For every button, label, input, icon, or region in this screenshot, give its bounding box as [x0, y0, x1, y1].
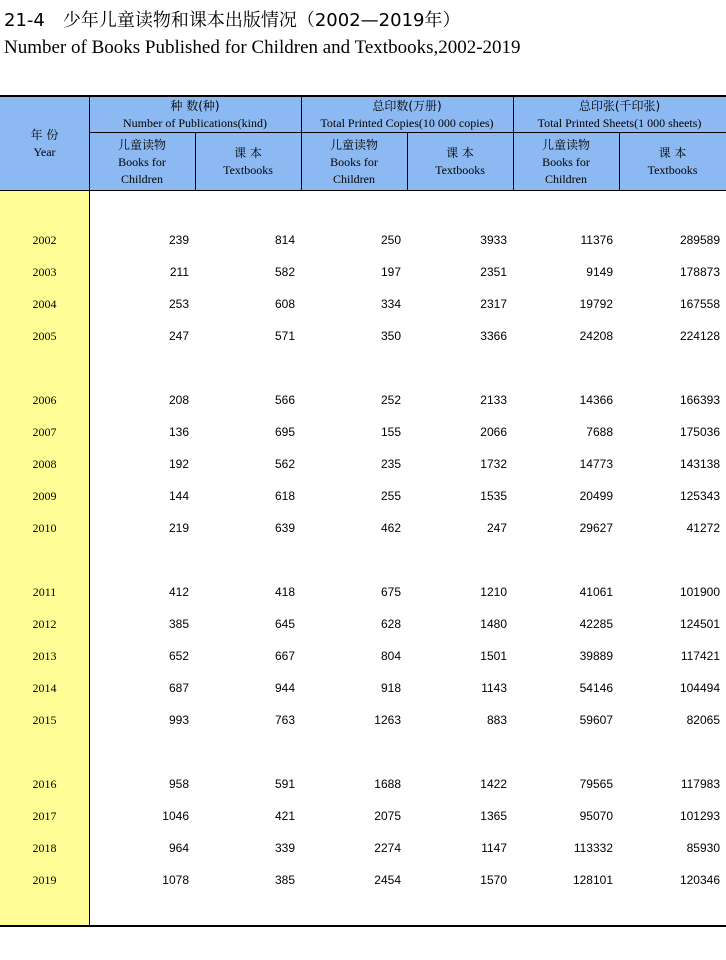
cell-sheets-textbooks: 125343 [679, 489, 720, 503]
cell-year: 2019 [32, 873, 57, 887]
cell-copies-children: 804 [380, 649, 401, 663]
table-row [0, 710, 726, 730]
cell-pub-textbooks: 562 [274, 457, 295, 471]
cell-sheets-children: 19792 [579, 297, 613, 311]
table-row [0, 774, 726, 794]
cell-copies-children: 918 [380, 681, 401, 695]
cell-year: 2003 [32, 265, 57, 279]
cell-year: 2014 [32, 681, 57, 695]
cell-pub-textbooks: 763 [274, 713, 295, 727]
cell-sheets-children: 113332 [573, 841, 613, 855]
table-row [0, 294, 726, 314]
cell-year: 2004 [32, 297, 57, 311]
group-header-printed-sheets: 总印张(千印张) Total Printed Sheets(1 000 sheets) [537, 99, 702, 130]
cell-pub-textbooks: 591 [274, 777, 295, 791]
cell-copies-children: 252 [380, 393, 401, 407]
header-bottom-rule [0, 190, 726, 191]
table-row [0, 838, 726, 858]
cell-year: 2017 [32, 809, 57, 823]
cell-year: 2006 [32, 393, 57, 407]
cell-copies-textbooks: 1143 [481, 681, 507, 695]
cell-pub-textbooks: 814 [274, 233, 295, 247]
cell-year: 2018 [32, 841, 57, 855]
cell-copies-children: 2454 [374, 873, 401, 887]
table-row [0, 646, 726, 666]
cell-sheets-textbooks: 117983 [680, 777, 720, 791]
cell-year: 2007 [32, 425, 57, 439]
cell-copies-children: 334 [380, 297, 401, 311]
cell-sheets-textbooks: 224128 [679, 329, 720, 343]
cell-pub-children: 192 [168, 457, 189, 471]
cell-copies-textbooks: 1365 [480, 809, 507, 823]
cell-sheets-textbooks: 117421 [680, 649, 720, 663]
cell-sheets-children: 9149 [586, 265, 613, 279]
cell-pub-children: 208 [168, 393, 189, 407]
table-title-en: Number of Books Published for Children and Textbooks,2002-2019 [4, 37, 521, 58]
cell-copies-textbooks: 1210 [480, 585, 507, 599]
cell-pub-children: 958 [168, 777, 189, 791]
cell-sheets-textbooks: 124501 [679, 617, 720, 631]
table-row [0, 582, 726, 602]
subheader-books-for-children: 儿童读物 Books for Children [117, 138, 166, 186]
cell-copies-textbooks: 1422 [480, 777, 507, 791]
group-header-printed-copies: 总印数(万册) Total Printed Copies(10 000 copies) [320, 99, 494, 130]
cell-copies-children: 628 [380, 617, 401, 631]
cell-copies-children: 2075 [374, 809, 401, 823]
cell-copies-textbooks: 1570 [480, 873, 507, 887]
cell-copies-children: 462 [380, 521, 401, 535]
cell-pub-textbooks: 571 [274, 329, 295, 343]
subheader-textbooks: 课 本 Textbooks [223, 146, 273, 177]
cell-sheets-textbooks: 289589 [679, 233, 720, 247]
subheader-books-for-children: 儿童读物 Books for Children [329, 138, 378, 186]
table-row [0, 518, 726, 538]
cell-sheets-textbooks: 82065 [686, 713, 720, 727]
cell-sheets-children: 39889 [579, 649, 613, 663]
subheader-textbooks: 课 本 Textbooks [647, 146, 698, 177]
cell-copies-textbooks: 1501 [480, 649, 507, 663]
cell-year: 2005 [32, 329, 57, 343]
cell-sheets-children: 128101 [572, 873, 613, 887]
cell-pub-textbooks: 582 [274, 265, 295, 279]
cell-copies-textbooks: 1535 [480, 489, 507, 503]
cell-sheets-textbooks: 143138 [679, 457, 720, 471]
year-header-en: Year [33, 145, 56, 159]
cell-year: 2002 [32, 233, 57, 247]
cell-copies-children: 255 [380, 489, 401, 503]
cell-sheets-children: 7688 [586, 425, 613, 439]
cell-copies-textbooks: 3933 [480, 233, 507, 247]
cell-sheets-textbooks: 101293 [679, 809, 720, 823]
cell-pub-children: 652 [168, 649, 189, 663]
cell-copies-textbooks: 2066 [480, 425, 507, 439]
cell-pub-children: 239 [168, 233, 189, 247]
cell-copies-textbooks: 883 [486, 713, 507, 727]
table-row [0, 390, 726, 410]
cell-sheets-textbooks: 175036 [679, 425, 720, 439]
cell-year: 2012 [32, 617, 57, 631]
cell-pub-textbooks: 418 [274, 585, 295, 599]
cell-sheets-children: 79565 [579, 777, 613, 791]
cell-pub-children: 144 [168, 489, 189, 503]
cell-pub-children: 1078 [162, 873, 189, 887]
cell-copies-children: 250 [380, 233, 401, 247]
table-row [0, 230, 726, 250]
cell-pub-children: 993 [168, 713, 189, 727]
cell-sheets-children: 14366 [579, 393, 613, 407]
cell-year: 2009 [32, 489, 57, 503]
cell-copies-textbooks: 2317 [480, 297, 507, 311]
year-header-cn: 年 份 [30, 128, 59, 142]
cell-copies-children: 350 [380, 329, 401, 343]
cell-pub-children: 136 [168, 425, 189, 439]
cell-copies-children: 155 [380, 425, 401, 439]
cell-pub-children: 964 [168, 841, 189, 855]
cell-sheets-children: 42285 [579, 617, 613, 631]
cell-pub-children: 211 [169, 265, 189, 279]
subheader-textbooks: 课 本 Textbooks [435, 146, 485, 177]
subheader-books-for-children: 儿童读物 Books for Children [541, 138, 590, 186]
table-row [0, 486, 726, 506]
cell-copies-textbooks: 3366 [480, 329, 507, 343]
year-column-rule [89, 97, 90, 925]
cell-sheets-children: 24208 [579, 329, 613, 343]
cell-copies-textbooks: 247 [486, 521, 507, 535]
cell-copies-textbooks: 2351 [480, 265, 507, 279]
cell-copies-children: 675 [380, 585, 401, 599]
cell-year: 2011 [32, 585, 57, 599]
cell-pub-children: 219 [168, 521, 189, 535]
cell-sheets-children: 29627 [579, 521, 613, 535]
cell-year: 2010 [32, 521, 57, 535]
table-row [0, 806, 726, 826]
cell-pub-children: 687 [168, 681, 189, 695]
table-row [0, 678, 726, 698]
cell-sheets-textbooks: 167558 [679, 297, 720, 311]
table-top-rule [0, 95, 726, 97]
group-header-publications: 种 数(种) Number of Publications(kind) [123, 99, 267, 130]
cell-pub-textbooks: 339 [274, 841, 295, 855]
cell-copies-children: 2274 [374, 841, 401, 855]
table-row [0, 870, 726, 890]
cell-copies-textbooks: 2133 [480, 393, 507, 407]
cell-sheets-textbooks: 41272 [686, 521, 720, 535]
cell-copies-children: 1263 [374, 713, 401, 727]
cell-sheets-textbooks: 166393 [679, 393, 720, 407]
cell-pub-children: 247 [168, 329, 189, 343]
cell-pub-children: 412 [168, 585, 189, 599]
table-row [0, 422, 726, 442]
cell-copies-textbooks: 1480 [480, 617, 507, 631]
cell-pub-children: 1046 [162, 809, 189, 823]
cell-copies-textbooks: 1147 [481, 841, 507, 855]
cell-sheets-children: 11376 [580, 233, 613, 247]
cell-sheets-textbooks: 178873 [679, 265, 720, 279]
cell-sheets-textbooks: 120346 [679, 873, 720, 887]
cell-copies-children: 235 [380, 457, 401, 471]
table-title-cn: 21-4 少年儿童读物和课本出版情况（2002—2019年） [4, 10, 461, 31]
cell-sheets-children: 59607 [579, 713, 613, 727]
cell-pub-textbooks: 944 [274, 681, 295, 695]
cell-copies-textbooks: 1732 [480, 457, 507, 471]
cell-sheets-textbooks: 104494 [679, 681, 720, 695]
cell-pub-textbooks: 421 [274, 809, 295, 823]
cell-sheets-textbooks: 101900 [679, 585, 720, 599]
table-row [0, 326, 726, 346]
table-bottom-rule [0, 925, 726, 927]
cell-pub-children: 253 [168, 297, 189, 311]
cell-year: 2015 [32, 713, 57, 727]
table-row [0, 454, 726, 474]
cell-pub-textbooks: 667 [274, 649, 295, 663]
cell-sheets-children: 95070 [579, 809, 613, 823]
cell-pub-textbooks: 639 [274, 521, 295, 535]
cell-copies-children: 197 [380, 265, 401, 279]
cell-sheets-children: 20499 [579, 489, 613, 503]
cell-copies-children: 1688 [374, 777, 401, 791]
cell-pub-textbooks: 566 [274, 393, 295, 407]
cell-sheets-children: 54146 [579, 681, 613, 695]
cell-sheets-textbooks: 85930 [686, 841, 720, 855]
cell-sheets-children: 14773 [579, 457, 613, 471]
cell-year: 2013 [32, 649, 57, 663]
cell-sheets-children: 41061 [579, 585, 613, 599]
cell-pub-textbooks: 645 [274, 617, 295, 631]
cell-pub-textbooks: 695 [274, 425, 295, 439]
table-row [0, 262, 726, 282]
year-header [0, 127, 89, 161]
cell-year: 2008 [32, 457, 57, 471]
cell-year: 2016 [32, 777, 57, 791]
cell-pub-children: 385 [168, 617, 189, 631]
cell-pub-textbooks: 618 [274, 489, 295, 503]
cell-pub-textbooks: 385 [274, 873, 295, 887]
cell-pub-textbooks: 608 [274, 297, 295, 311]
table-row [0, 614, 726, 634]
